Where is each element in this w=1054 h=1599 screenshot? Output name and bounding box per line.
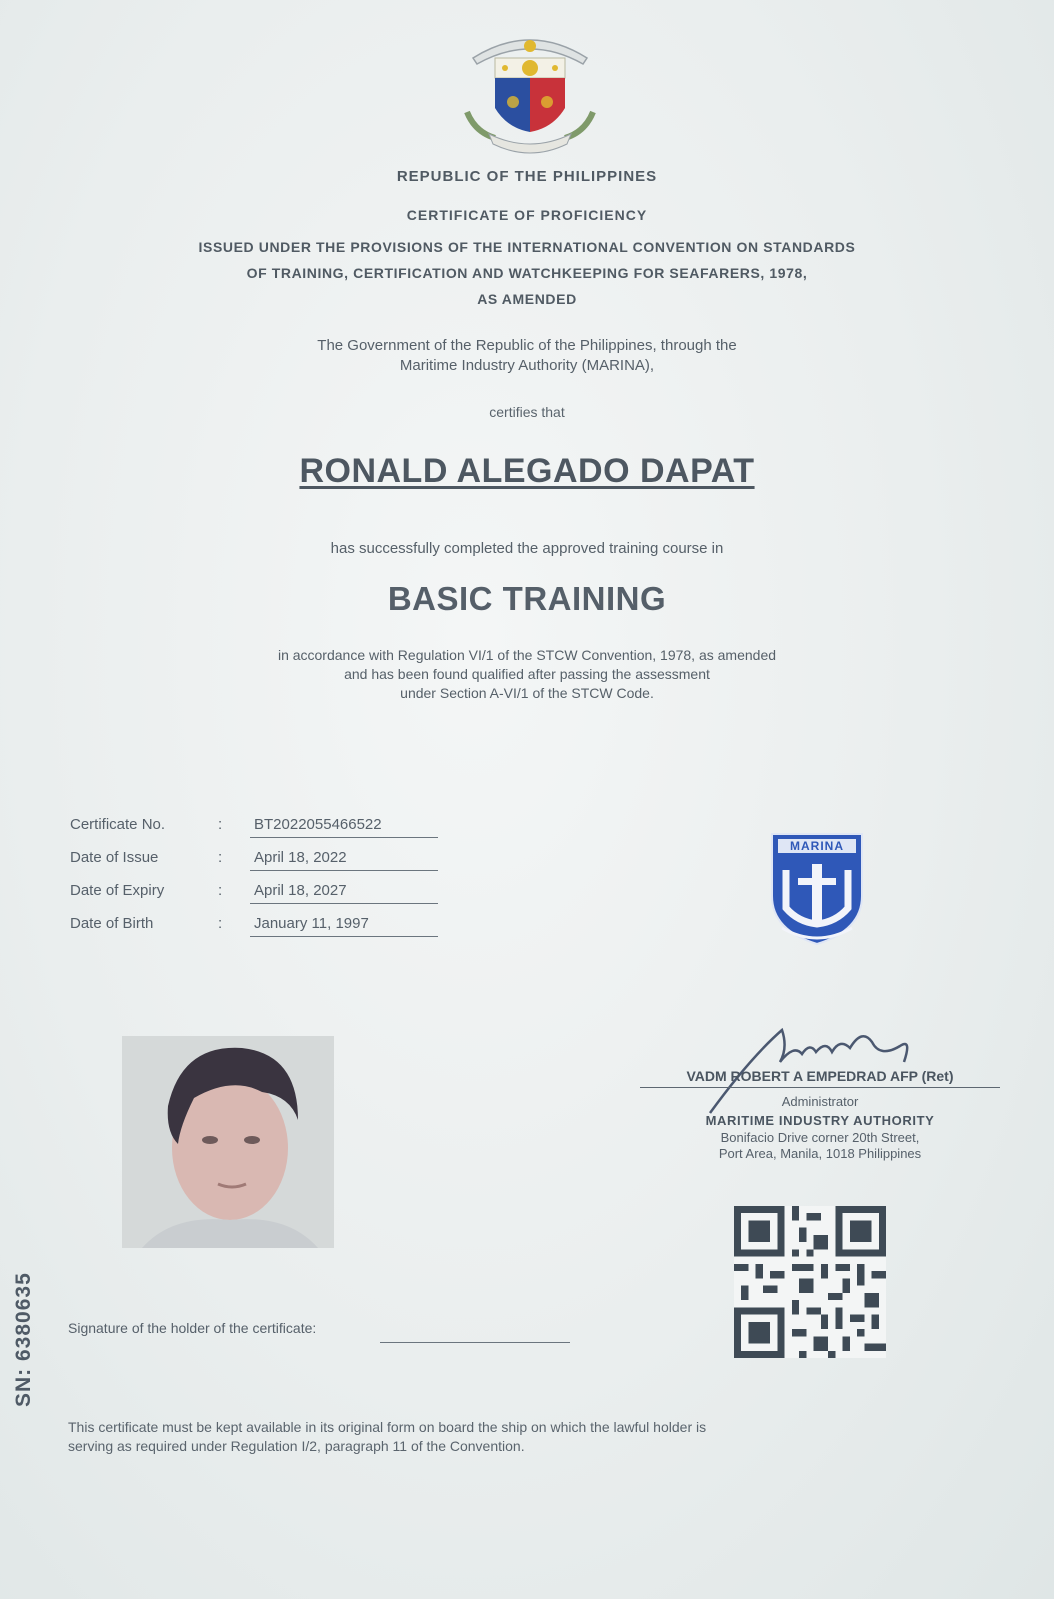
convention-statement: [80, 234, 974, 312]
detail-separator: :: [218, 882, 223, 899]
republic-heading: REPUBLIC OF THE PHILIPPINES: [396, 168, 658, 185]
serial-number: SN: 6380635: [12, 1272, 35, 1407]
holder-name: RONALD ALEGADO DAPAT: [299, 452, 755, 490]
detail-value: April 18, 2027: [250, 882, 438, 904]
notice-text: [68, 1418, 978, 1456]
detail-separator: :: [218, 816, 223, 833]
philippine-seal-icon: [455, 28, 605, 156]
convention-line: AS AMENDED: [477, 291, 577, 307]
qr-code-icon: [734, 1206, 886, 1358]
detail-value: BT2022055466522: [250, 816, 438, 838]
authority-name: MARITIME INDUSTRY AUTHORITY: [705, 1113, 935, 1128]
marina-logo-icon: [768, 830, 866, 948]
authority-address: [640, 1130, 1000, 1162]
detail-row-certificate-no: [70, 812, 450, 845]
holder-photo: [122, 1036, 334, 1248]
course-title: BASIC TRAINING: [387, 580, 667, 617]
detail-separator: :: [218, 849, 223, 866]
notice-line: serving as required under Regulation I/2, paragraph 11 of the Convention.: [68, 1438, 525, 1454]
certificate-type: CERTIFICATE OF PROFICIENCY: [406, 207, 648, 223]
holder-signature-line: [380, 1342, 570, 1343]
detail-label: Certificate No.: [70, 816, 166, 833]
completed-text: has successfully completed the approved training course in: [330, 540, 724, 557]
government-statement: [220, 336, 834, 376]
detail-row-date-of-issue: [70, 845, 450, 878]
accordance-line: in accordance with Regulation VI/1 of the STCW Convention, 1978, as amended: [277, 647, 777, 663]
notice-line: This certificate must be kept available in its original form on board the ship on which the lawful holder is: [68, 1419, 707, 1435]
accordance-line: and has been found qualified after passing the assessment: [344, 666, 710, 682]
accordance-line: under Section A-VI/1 of the STCW Code.: [400, 685, 654, 701]
detail-row-date-of-expiry: [70, 878, 450, 911]
government-line: The Government of the Republic of the Philippines, through the: [317, 337, 737, 354]
administrator-title: Administrator: [781, 1094, 859, 1109]
detail-label: Date of Birth: [70, 915, 154, 932]
certificate-details: [70, 812, 450, 944]
accordance-statement: [160, 646, 894, 703]
certifies-text: certifies that: [489, 404, 565, 420]
convention-line: ISSUED UNDER THE PROVISIONS OF THE INTERNATIONAL CONVENTION ON STANDARDS: [198, 239, 856, 255]
administrator-name: VADM ROBERT A EMPEDRAD AFP (Ret): [640, 1068, 1000, 1088]
address-line: Port Area, Manila, 1018 Philippines: [718, 1146, 922, 1161]
detail-value: January 11, 1997: [250, 915, 438, 937]
government-line: Maritime Industry Authority (MARINA),: [399, 357, 655, 374]
holder-signature-label: Signature of the holder of the certificate:: [68, 1320, 317, 1336]
detail-value: April 18, 2022: [250, 849, 438, 871]
svg-text:MARINA: MARINA: [790, 839, 844, 853]
detail-label: Date of Issue: [70, 849, 159, 866]
detail-row-date-of-birth: [70, 911, 450, 944]
convention-line: OF TRAINING, CERTIFICATION AND WATCHKEEPING FOR SEAFARERS, 1978,: [246, 265, 808, 281]
detail-label: Date of Expiry: [70, 882, 165, 899]
administrator-block: [640, 1068, 1000, 1162]
address-line: Bonifacio Drive corner 20th Street,: [720, 1130, 920, 1145]
detail-separator: :: [218, 915, 223, 932]
